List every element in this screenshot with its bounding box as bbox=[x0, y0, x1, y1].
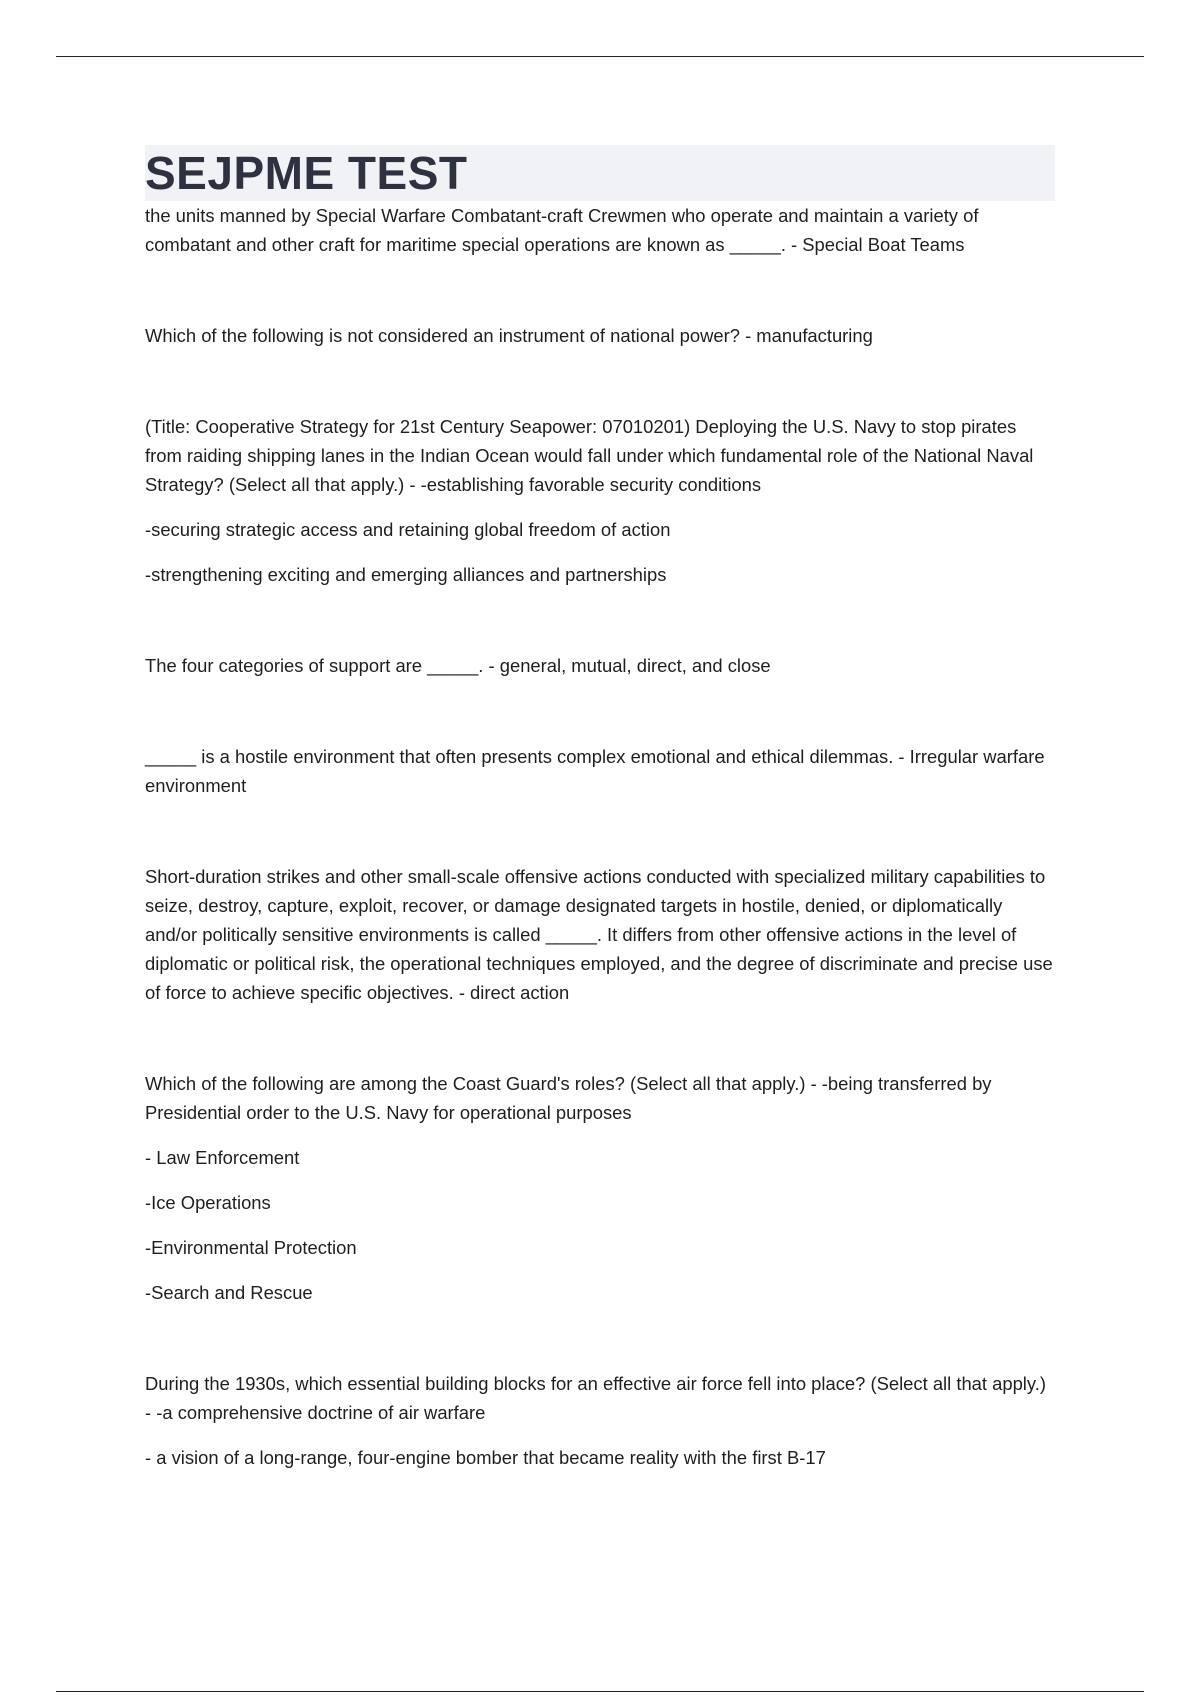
qa-answer-line: - a vision of a long-range, four-engine bomber that became reality with the first B-17 bbox=[145, 1447, 826, 1468]
qa-text: Which of the following is not considered an instrument of national power? - manufacturing bbox=[145, 325, 873, 346]
qa-answer-line: - Law Enforcement bbox=[145, 1147, 300, 1168]
qa-answer-line: -Environmental Protection bbox=[145, 1237, 357, 1258]
document-body bbox=[145, 145, 1055, 1472]
qa-item-7 bbox=[145, 1069, 1055, 1307]
qa-item-5 bbox=[145, 742, 1055, 800]
qa-item-1 bbox=[145, 201, 1055, 259]
title-bar bbox=[145, 145, 1055, 201]
qa-item-6 bbox=[145, 862, 1055, 1007]
qa-answer-line: -strengthening exciting and emerging alliances and partnerships bbox=[145, 564, 667, 585]
qa-text: Which of the following are among the Coast Guard's roles? (Select all that apply.) - -being transferred by Presidential order to the U.S. Navy for operational purposes bbox=[145, 1073, 992, 1123]
qa-item-3 bbox=[145, 412, 1055, 589]
qa-text: (Title: Cooperative Strategy for 21st Century Seapower: 07010201) Deploying the U.S. Navy to stop pirates from raiding shipping lanes in the Indian Ocean would fall under which fundamental role of the National Naval Strategy? (Select all that apply.) - -establishing favorable security conditions bbox=[145, 416, 1034, 495]
footer-rule bbox=[56, 1691, 1144, 1692]
qa-text: During the 1930s, which essential building blocks for an effective air force fell into place? (Select all that apply.) - -a comprehensive doctrine of air warfare bbox=[145, 1373, 1046, 1423]
qa-answer-line: -Ice Operations bbox=[145, 1192, 271, 1213]
qa-item-2 bbox=[145, 321, 1055, 350]
qa-text: _____ is a hostile environment that often presents complex emotional and ethical dilemmas. - Irregular warfare environment bbox=[145, 746, 1045, 796]
qa-text: the units manned by Special Warfare Combatant-craft Crewmen who operate and maintain a variety of combatant and other craft for maritime special operations are known as _____. - Special Boat Teams bbox=[145, 205, 979, 255]
qa-text: Short-duration strikes and other small-scale offensive actions conducted with specialized military capabilities to seize, destroy, capture, exploit, recover, or damage designated targets in hostile, denied, or diplomatically and/or politically sensitive environments is called _____. It differs from other offensive actions in the level of diplomatic or political risk, the operational techniques employed, and the degree of discriminate and precise use of force to achieve specific objectives. - direct action bbox=[145, 866, 1053, 1003]
qa-item-8 bbox=[145, 1369, 1055, 1472]
qa-text: The four categories of support are _____. - general, mutual, direct, and close bbox=[145, 655, 771, 676]
document-title: SEJPME TEST bbox=[145, 147, 468, 199]
qa-answer-line: -securing strategic access and retaining global freedom of action bbox=[145, 519, 671, 540]
header-rule bbox=[56, 56, 1144, 57]
qa-item-4 bbox=[145, 651, 1055, 680]
qa-answer-line: -Search and Rescue bbox=[145, 1282, 313, 1303]
